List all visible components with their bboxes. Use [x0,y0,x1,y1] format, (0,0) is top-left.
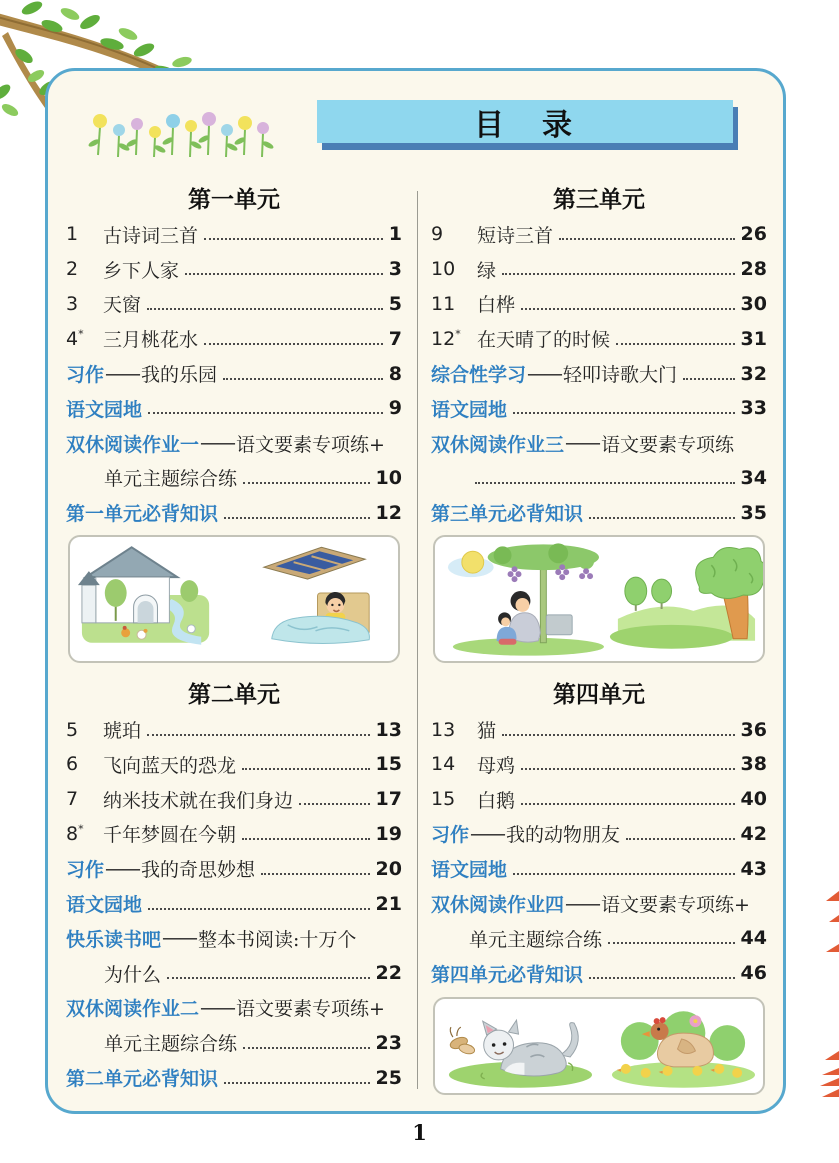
dot-leader [223,378,383,380]
section-label: 第三单元必背知识 [431,503,584,526]
entry-title: 轻叩诗歌大门 [563,364,678,387]
unit-title: 第一单元 [188,187,280,213]
toc-row [431,886,767,921]
entry-title: 白鹅 [477,789,516,812]
entry-number: 12* [431,327,461,350]
page-edge-mark [829,915,839,922]
toc-row [431,782,767,817]
toc-row [431,495,767,530]
toc-row [431,956,767,991]
em-dash: —— [105,857,140,880]
dot-leader [521,803,735,805]
section-label: 第二单元必背知识 [66,1068,219,1091]
toc-row [66,782,402,817]
entry-page: 34 [740,466,767,489]
entry-title: 语文要素专项练+ [236,998,385,1021]
unit3-illustration [433,535,765,663]
section-label: 习作 [431,824,470,847]
entry-page: 12 [375,501,402,524]
entry-title: 乡下人家 [103,259,180,282]
toc-row [66,712,402,747]
entry-title: 母鸡 [477,754,516,777]
page-edge-mark [825,1051,839,1060]
toc-row [66,851,402,886]
entry-title: 单元主题综合练 [104,468,238,491]
entry-page: 3 [388,258,402,281]
entry-number: 2 [66,258,79,281]
entry-title: 单元主题综合练 [104,1033,238,1056]
entry-title: 三月桃花水 [103,329,199,352]
house-scene [78,547,209,644]
dot-leader [148,412,383,414]
toc-row [66,321,402,356]
entry-title: 短诗三首 [477,224,554,247]
toc-left-column [60,183,406,1105]
toc-row [431,712,767,747]
dot-leader [608,942,735,944]
toc-row [66,287,402,322]
toc-row [66,217,402,252]
entry-page: 36 [740,718,767,741]
toc-row [66,991,402,1026]
entry-title: 我的动物朋友 [506,824,621,847]
dot-leader [589,977,735,979]
dot-leader [299,803,370,805]
entry-page: 22 [375,962,402,985]
page-edge-mark [822,1089,839,1097]
toc-row-continuation [431,461,767,496]
section-label: 语文园地 [66,894,143,917]
section-label: 习作 [66,364,105,387]
entry-page: 1 [388,223,402,246]
entry-page: 35 [740,501,767,524]
entry-title: 为什么 [104,963,162,986]
dot-leader [521,768,735,770]
entry-title: 古诗词三首 [103,224,199,247]
dot-leader [616,343,735,345]
dot-leader [148,908,370,910]
hen-with-chicks-scene [612,1011,755,1088]
unit4-illustration [433,997,765,1095]
elective-star: * [78,822,84,836]
section-label: 语文园地 [431,859,508,882]
entry-page: 21 [375,892,402,915]
entry-number: 6 [66,753,79,776]
dot-leader [589,517,735,519]
toc-row [431,426,767,461]
section-label: 语文园地 [66,398,143,421]
page-title: 目 录 [474,107,576,143]
park-trees-scene [610,548,763,649]
toc-row [431,817,767,852]
grape-trellis-scene [448,544,604,656]
page-number: 1 [412,1120,427,1145]
toc-row [431,391,767,426]
dot-leader [475,482,735,484]
entry-page: 38 [740,753,767,776]
dot-leader [242,768,370,770]
entry-number: 14 [431,753,456,776]
entry-number: 10 [431,258,456,281]
entry-page: 19 [375,822,402,845]
entry-title: 语文要素专项练+ [236,433,385,456]
entry-page: 15 [375,753,402,776]
section-label: 语文园地 [431,398,508,421]
dot-leader [683,378,735,380]
entry-title: 语文要素专项练+ [601,894,750,917]
entry-number: 15 [431,788,456,811]
boy-in-bed-scene [264,547,370,643]
entry-page: 46 [740,962,767,985]
elective-star: * [455,327,461,341]
entry-page: 25 [375,1066,402,1089]
entry-title: 千年梦圆在今朝 [103,824,237,847]
toc-row [66,921,402,956]
dot-leader [243,1047,370,1049]
entry-page: 17 [375,788,402,811]
toc-row [66,356,402,391]
dot-leader [204,343,383,345]
toc-row [431,356,767,391]
section-label: 综合性学习 [431,364,527,387]
toc-row [66,817,402,852]
dot-leader [502,273,735,275]
dot-leader [224,1082,370,1084]
section-label: 双休阅读作业一 [66,433,200,456]
entry-number: 7 [66,788,79,811]
toc-row [431,287,767,322]
entry-title: 我的乐园 [141,364,218,387]
entry-title: 琥珀 [103,720,142,743]
page-edge-mark [826,944,839,952]
dot-leader [147,308,383,310]
dot-leader [242,838,370,840]
em-dash: —— [200,996,235,1019]
entry-page: 9 [388,397,402,420]
entry-title: 纳米技术就在我们身边 [103,789,294,812]
entry-title: 绿 [477,259,497,282]
entry-page: 28 [740,258,767,281]
toc-row [66,1060,402,1095]
contents-panel [45,68,786,1114]
entry-title: 天窗 [103,294,142,317]
toc-row-continuation [431,921,767,956]
section-label: 双休阅读作业三 [431,433,565,456]
column-divider [417,191,418,1089]
dot-leader [626,838,735,840]
entry-title: 在天晴了的时候 [477,329,611,352]
toc-title-banner [317,100,733,143]
dot-leader [513,873,735,875]
dot-leader [521,308,735,310]
entry-page: 32 [740,362,767,385]
entry-page: 20 [375,857,402,880]
toc-row [431,217,767,252]
toc-row-continuation [66,1025,402,1060]
entry-number: 9 [431,223,444,246]
entry-page: 13 [375,718,402,741]
dot-leader [243,482,370,484]
dot-leader [559,238,735,240]
entry-title: 整本书阅读:十万个 [198,928,357,951]
entry-page: 44 [740,927,767,950]
toc-row [66,886,402,921]
entry-page: 10 [375,466,402,489]
entry-number: 4* [66,327,84,350]
em-dash: —— [470,822,505,845]
dot-leader [147,734,370,736]
em-dash: —— [527,362,562,385]
entry-page: 30 [740,292,767,315]
toc-row [431,747,767,782]
toc-row-continuation [66,956,402,991]
toc-row [66,747,402,782]
entry-number: 1 [66,223,79,246]
dot-leader [513,412,735,414]
toc-row [431,252,767,287]
unit-title: 第二单元 [188,682,280,709]
toc-row [431,851,767,886]
toc-row [66,391,402,426]
dot-leader [502,734,735,736]
em-dash: —— [105,362,140,385]
entry-page: 8 [388,362,402,385]
dot-leader [204,238,383,240]
page-edge-mark [822,1068,839,1075]
toc-row [66,426,402,461]
toc-row [66,252,402,287]
unit-title: 第四单元 [553,682,645,709]
section-label: 习作 [66,859,105,882]
entry-number: 8* [66,822,84,845]
entry-number: 11 [431,292,456,315]
entry-page: 31 [740,327,767,350]
butterfly [449,1027,476,1055]
em-dash: —— [565,432,600,455]
entry-number: 5 [66,718,79,741]
section-label: 第四单元必背知识 [431,963,584,986]
entry-number: 3 [66,292,79,315]
toc-right-column [429,183,771,1105]
unit1-illustration [68,535,400,663]
section-label: 双休阅读作业二 [66,998,200,1021]
entry-title: 猫 [477,720,497,743]
unit-title: 第三单元 [553,187,645,213]
dot-leader [261,873,370,875]
entry-title: 白桦 [477,294,516,317]
entry-page: 23 [375,1031,402,1054]
entry-title: 单元主题综合练 [469,928,603,951]
elective-star: * [78,327,84,341]
page-edge-mark [826,891,839,901]
dot-leader [224,517,370,519]
entry-page: 7 [388,327,402,350]
dot-leader [185,273,383,275]
entry-title: 语文要素专项练 [601,433,735,456]
page-edge-mark [820,1078,839,1086]
dot-leader [167,977,370,979]
entry-number: 13 [431,718,456,741]
em-dash: —— [162,927,197,950]
section-label: 快乐读书吧 [66,928,162,951]
toc-row [66,495,402,530]
em-dash: —— [565,892,600,915]
entry-page: 26 [740,223,767,246]
cat-chasing-butterfly-scene [449,1020,592,1088]
toc-row [431,321,767,356]
entry-page: 43 [740,857,767,880]
section-label: 双休阅读作业四 [431,894,565,917]
flowers-illustration [84,97,279,159]
entry-page: 40 [740,788,767,811]
entry-page: 5 [388,292,402,315]
entry-title: 我的奇思妙想 [141,859,256,882]
entry-title: 飞向蓝天的恐龙 [103,754,237,777]
section-label: 第一单元必背知识 [66,503,219,526]
entry-page: 42 [740,822,767,845]
toc-columns [60,183,771,1105]
em-dash: —— [200,432,235,455]
toc-row-continuation [66,461,402,496]
entry-page: 33 [740,397,767,420]
